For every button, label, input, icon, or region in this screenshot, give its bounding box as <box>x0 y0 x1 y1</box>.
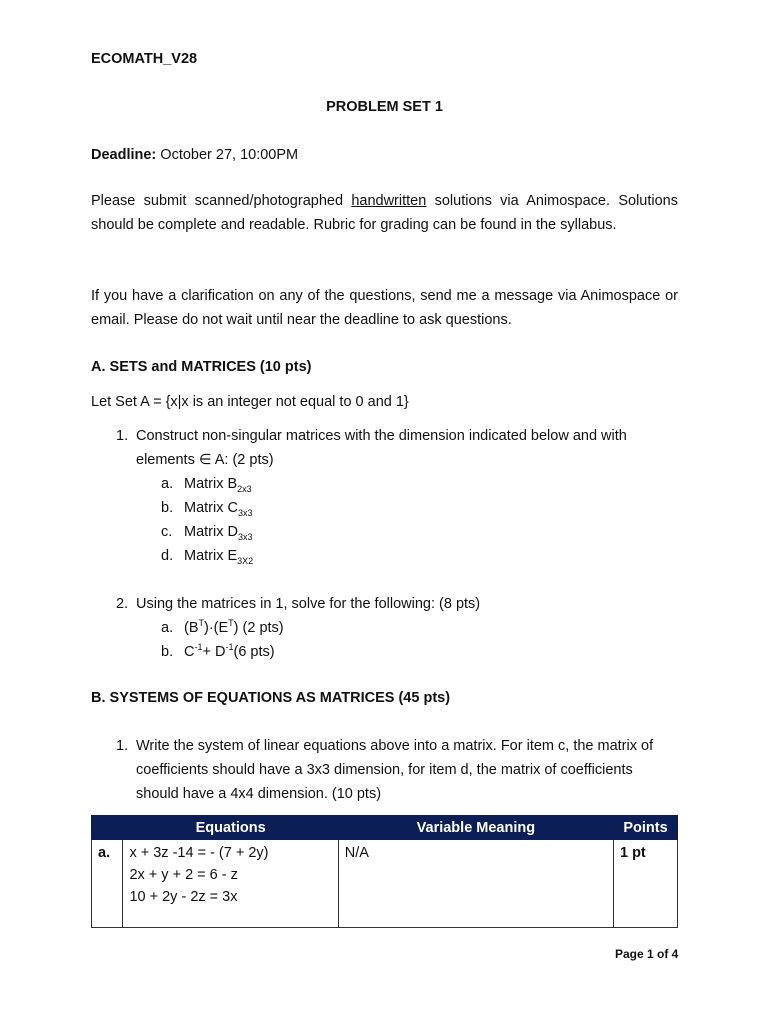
equation: x + 3z -14 = - (7 + 2y) <box>129 845 269 861</box>
list-item <box>161 472 678 496</box>
list-item <box>161 544 678 568</box>
deadline <box>91 143 298 167</box>
item-letter: b. <box>161 500 174 516</box>
question-a2 <box>116 592 678 664</box>
matrix-name: Matrix B <box>184 476 238 492</box>
question-number: 1. <box>116 428 129 444</box>
page-number: Page 1 of 4 <box>615 947 679 961</box>
col-header-variable-meaning: Variable Meaning <box>338 816 613 840</box>
clarification-paragraph: If you have a clarification on any of the questions, send me a message via Animospace or email. Please do not wait until near the deadline to ask questions. <box>91 288 678 328</box>
equations-cell <box>123 840 338 928</box>
question-text: Write the system of linear equations above into a matrix. For item c, the matrix of coefficients should have a 3x3 dimension, for item d, the matrix of coefficients should have a 4x4 dimension. (10 pts) <box>136 738 654 802</box>
col-header-label <box>92 816 123 840</box>
course-code: ECOMATH_V28 <box>91 51 198 67</box>
instructions-text-1: Please submit scanned/photographed <box>91 193 352 209</box>
transpose-expression: $(B^T)\cdot(E^T)$ (2 pts) <box>184 618 284 636</box>
question-number: 2. <box>116 596 129 612</box>
points-cell: 1 pt <box>613 840 677 928</box>
equation: 10 + 2y - 2z = 3x <box>129 889 238 905</box>
col-header-equations: Equations <box>123 816 338 840</box>
list-item <box>161 496 678 520</box>
matrix-name: Matrix E <box>184 548 238 564</box>
item-letter: c. <box>161 524 173 540</box>
col-header-points: Points <box>613 816 677 840</box>
item-letter: b. <box>161 644 174 660</box>
matrix-dimension: 2x3 <box>237 483 252 494</box>
item-letter: a. <box>161 476 174 492</box>
equations-table <box>91 815 678 928</box>
section-a-heading: A. SETS and MATRICES (10 pts) <box>91 359 312 375</box>
question-b1 <box>116 734 678 806</box>
list-item <box>161 640 678 664</box>
submission-instructions <box>91 189 678 237</box>
table-header-row <box>92 816 678 840</box>
set-definition: Let Set A = {x|x is an integer not equal to 0 and 1} <box>91 394 409 410</box>
section-b-heading: B. SYSTEMS OF EQUATIONS AS MATRICES (45 pts) <box>91 690 451 706</box>
matrix-dimension: 3X2 <box>237 555 254 566</box>
inverse-expression: $C^{-1}+ D^{-1}(6$ pts) <box>184 642 275 660</box>
list-item <box>161 616 678 640</box>
variable-meaning-cell: N/A <box>338 840 613 928</box>
question-number: 1. <box>116 738 129 754</box>
matrix-dimension: 3x3 <box>237 531 253 542</box>
deadline-value: October 27, 10:00PM <box>160 147 299 163</box>
question-text: Using the matrices in 1, solve for the following: (8 pts) <box>136 596 481 612</box>
question-text: Construct non-singular matrices with the dimension indicated below and with elements ∈ A: (2 pts) <box>136 428 627 468</box>
handwritten-emphasis: handwritten <box>351 193 427 209</box>
matrix-name: Matrix C <box>184 500 238 516</box>
table-row <box>92 840 678 928</box>
instructions-text-2: solutions via Animospace. Solutions should be complete and readable. Rubric for grading can be found in the syllabus. <box>91 193 678 233</box>
matrix-dimension: 3x3 <box>237 507 253 518</box>
list-item <box>161 520 678 544</box>
item-letter: a. <box>161 620 174 636</box>
item-letter: d. <box>161 548 174 564</box>
equation: 2x + y + 2 = 6 - z <box>129 867 238 883</box>
matrix-name: Matrix D <box>184 524 238 540</box>
deadline-label: Deadline: <box>91 147 157 163</box>
row-label: a. <box>92 840 123 928</box>
page-title: PROBLEM SET 1 <box>326 99 443 115</box>
question-a1 <box>116 424 678 568</box>
